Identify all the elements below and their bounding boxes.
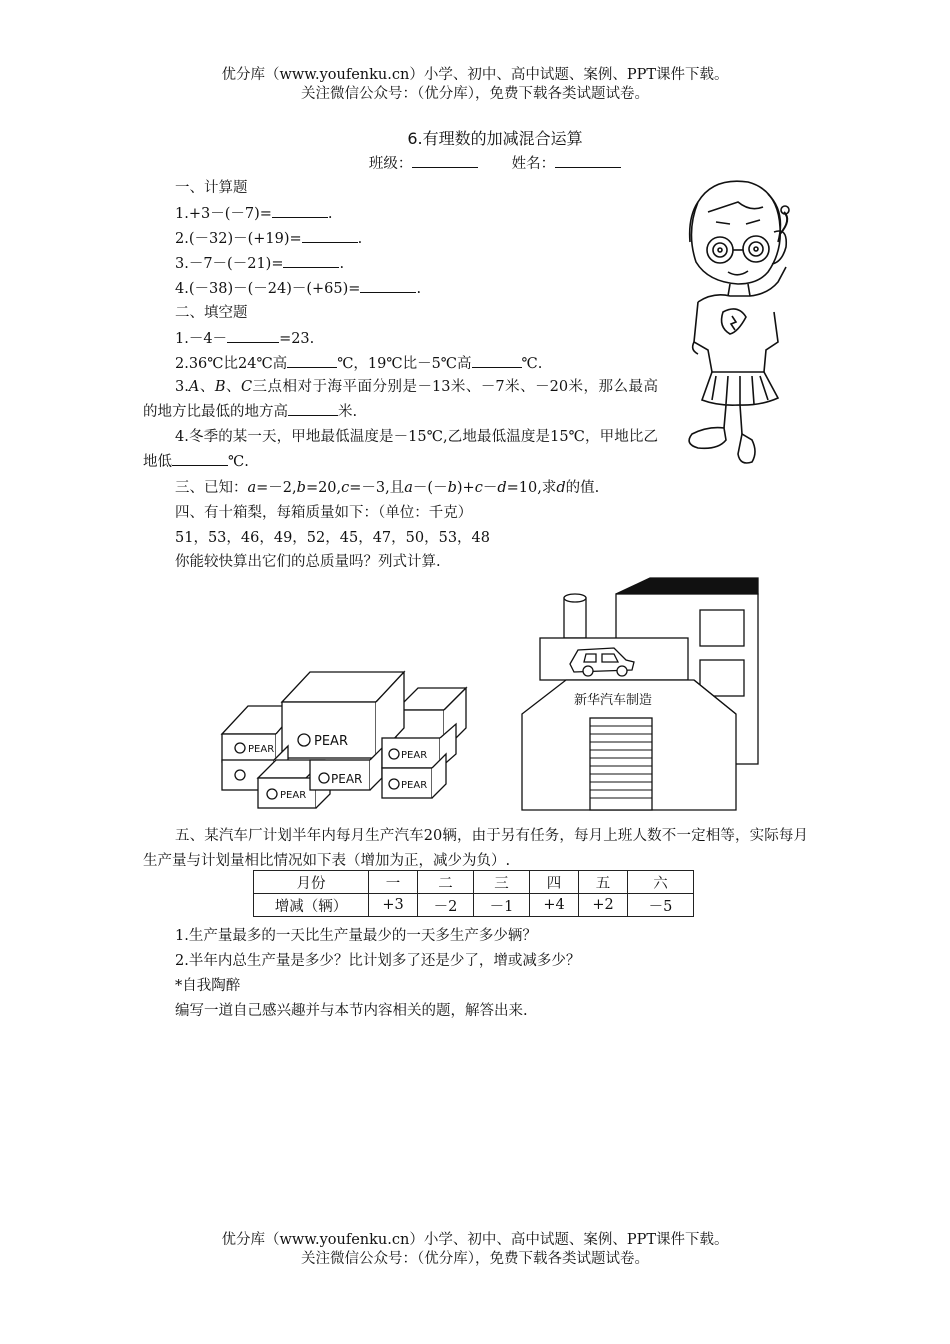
answer-blank[interactable] — [360, 278, 416, 293]
table-cell: －1 — [474, 894, 530, 917]
pear-label: PEAR — [401, 750, 428, 761]
page-header-line2: 关注微信公众号：（优分库），免费下载各类试题试卷。 — [301, 86, 649, 102]
page-title: 6.有理数的加减混合运算 — [407, 129, 583, 148]
table-cell: －5 — [628, 894, 694, 917]
answer-blank[interactable] — [302, 228, 358, 243]
table-cell: 增减（辆） — [254, 894, 369, 917]
car-factory-illustration — [518, 574, 774, 814]
table-cell: +2 — [579, 894, 628, 917]
table-cell: 五 — [579, 871, 628, 894]
answer-blank[interactable] — [283, 253, 339, 268]
cartoon-girl-illustration — [668, 172, 798, 468]
pear-label: PEAR — [401, 780, 428, 791]
answer-blank[interactable] — [272, 203, 328, 218]
name-blank[interactable] — [555, 153, 621, 168]
table-cell: 二 — [418, 871, 474, 894]
bonus-text: 编写一道自己感兴趣并与本节内容相关的题，解答出来. — [175, 1003, 528, 1019]
section4-question: 你能较快算出它们的总质量吗？列式计算. — [175, 554, 441, 570]
production-table — [253, 870, 694, 917]
table-cell: +4 — [530, 894, 579, 917]
table-cell: 四 — [530, 871, 579, 894]
answer-blank[interactable] — [287, 353, 337, 368]
section1-heading: 一、计算题 — [175, 180, 248, 196]
page-footer-line2: 关注微信公众号：（优分库），免费下载各类试题试卷。 — [301, 1251, 649, 1267]
class-label: 班级： — [368, 156, 413, 172]
table-cell: 一 — [369, 871, 418, 894]
table-cell: －2 — [418, 894, 474, 917]
section4-weights: 51，53，46，49，52，45，47，50，53，48 — [175, 530, 491, 546]
section5-question-2: 2.半年内总生产量是多少？比计划多了还是少了，增或减多少？ — [175, 953, 581, 969]
question-2-2: 2.36℃比24℃高 ℃，19℃比－5℃高 ℃. — [175, 353, 542, 374]
question-1-1: 1.+3－(－7)= . — [175, 203, 333, 224]
section3-text: 三、已知：a=－2,b=20,c=－3,且a－(－b)+c－d=10,求d的值. — [175, 480, 600, 496]
table-cell: 月份 — [254, 871, 369, 894]
table-cell: 三 — [474, 871, 530, 894]
page-header-line1: 优分库（www.youfenku.cn）小学、初中、高中试题、案例、PPT课件下载。 — [221, 67, 729, 83]
question-1-3: 3.－7－(－21)= . — [175, 253, 344, 274]
table-cell: 六 — [628, 871, 694, 894]
section5-question-1: 1.生产量最多的一天比生产量最少的一天多生产多少辆？ — [175, 928, 537, 944]
answer-blank[interactable] — [288, 401, 338, 416]
pear-label: PEAR — [248, 744, 275, 755]
pear-label: PEAR — [314, 734, 348, 749]
answer-blank[interactable] — [472, 353, 522, 368]
question-2-3: 3.A、B、C三点相对于海平面分别是－13米、－7米、－20米，那么最高的地方比最低的地方高 米. — [143, 379, 658, 420]
section4-heading: 四、有十箱梨，每箱质量如下：（单位：千克） — [175, 505, 473, 521]
question-2-4: 4.冬季的某一天，甲地最低温度是－15℃,乙地最低温度是15℃，甲地比乙地低 ℃. — [143, 429, 658, 470]
table-row — [254, 871, 694, 894]
table-row — [254, 894, 694, 917]
section5-intro: 五、某汽车厂计划半年内每月生产汽车20辆，由于另有任务，每月上班人数不一定相等，实际每月生产量与计划量相比情况如下表（增加为正，减少为负）. — [143, 828, 808, 869]
answer-blank[interactable] — [172, 451, 228, 466]
factory-sign: 新华汽车制造 — [574, 693, 653, 708]
pear-label: PEAR — [280, 790, 307, 801]
section2-heading: 二、填空题 — [175, 305, 248, 321]
question-2-1: 1.－4－ =23. — [175, 328, 314, 349]
pear-boxes-illustration — [218, 668, 470, 810]
table-cell: +3 — [369, 894, 418, 917]
question-1-4: 4.(－38)－(－24)－(+65)= . — [175, 278, 421, 299]
class-name-line — [0, 152, 950, 173]
name-label: 姓名： — [511, 156, 556, 172]
answer-blank[interactable] — [227, 328, 279, 343]
bonus-heading: *自我陶醉 — [175, 978, 241, 994]
page-footer-line1: 优分库（www.youfenku.cn）小学、初中、高中试题、案例、PPT课件下载。 — [221, 1232, 729, 1248]
class-blank[interactable] — [412, 153, 478, 168]
question-1-2: 2.(－32)－(+19)= . — [175, 228, 362, 249]
pear-label: PEAR — [331, 772, 363, 786]
